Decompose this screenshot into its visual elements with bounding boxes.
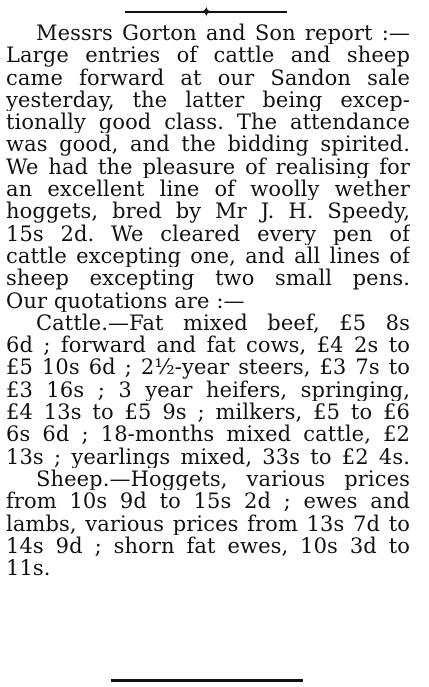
- article-line: Large entries of cattle and sheep: [6, 44, 410, 67]
- article-line: tionally good class. The attendance: [6, 111, 410, 134]
- article-line: from 10s 9d to 15s 2d ; ewes and: [6, 490, 410, 513]
- article-line: Messrs Gorton and Son report :—: [36, 22, 410, 45]
- article-line: 6d ; forward and fat cows, £4 2s to: [6, 334, 410, 357]
- article-line: £5 10s 6d ; 2½-year steers, £3 7s to: [6, 356, 410, 379]
- article-line: Cattle.—Fat mixed beef, £5 8s: [36, 311, 410, 335]
- article-text: [6, 22, 410, 579]
- article-line: came forward at our Sandon sale: [6, 66, 410, 89]
- article-line: 11s.: [6, 557, 51, 580]
- article-line: hoggets, bred by Mr J. H. Speedy,: [6, 200, 410, 223]
- article-line: cattle excepting one, and all lines of: [6, 244, 410, 268]
- article-line: 14s 9d ; shorn fat ewes, 10s 3d to: [6, 534, 410, 558]
- article-line: an excellent line of woolly wether: [6, 178, 410, 201]
- top-ornamental-rule: [125, 3, 287, 21]
- article-line: lambs, various prices from 13s 7d to: [6, 512, 410, 535]
- article-line: Our quotations are :—: [6, 289, 245, 312]
- article-line: 6s 6d ; 18-months mixed cattle, £2: [6, 423, 410, 446]
- article-line: sheep excepting two small pens.: [6, 267, 410, 290]
- bottom-rule: [111, 679, 303, 682]
- article-line: £4 13s to £5 9s ; milkers, £5 to £6: [6, 401, 410, 424]
- article-line: 13s ; yearlings mixed, 33s to £2 4s.: [6, 445, 410, 468]
- ornament-icon: ✦: [200, 3, 213, 21]
- article-line: was good, and the bidding spirited.: [6, 133, 410, 156]
- article-line: We had the pleasure of realising for: [6, 155, 410, 179]
- article-line: yesterday, the latter being excep-: [6, 88, 410, 112]
- article-line: £3 16s ; 3 year heifers, springing,: [6, 378, 410, 402]
- article-line: Sheep.—Hoggets, various prices: [36, 467, 410, 491]
- article-line: 15s 2d. We cleared every pen of: [6, 222, 410, 245]
